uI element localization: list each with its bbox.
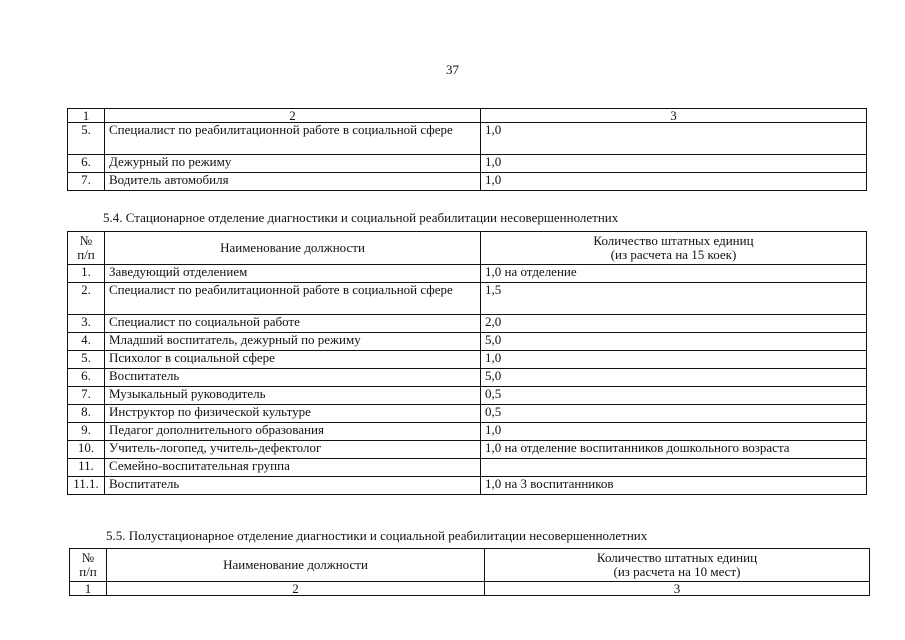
table-row xyxy=(68,423,867,441)
header-quantity xyxy=(485,549,870,582)
row-number: 6. xyxy=(68,369,105,387)
table-row xyxy=(68,459,867,477)
staff-quantity: 1,0 xyxy=(481,155,867,173)
page-number: 37 xyxy=(446,62,459,77)
position-name: Младший воспитатель, дежурный по режиму xyxy=(105,333,481,351)
staff-quantity: 0,5 xyxy=(481,387,867,405)
position-name: Водитель автомобиля xyxy=(105,173,481,191)
row-number: 8. xyxy=(68,405,105,423)
row-number: 3. xyxy=(68,315,105,333)
header-number xyxy=(68,232,105,265)
index-cell: 1 xyxy=(70,582,107,596)
staff-quantity: 2,0 xyxy=(481,315,867,333)
header-quantity-line1: Количество штатных единиц xyxy=(596,550,758,565)
index-cell: 2 xyxy=(107,582,485,596)
header-quantity-line1: Количество штатных единиц xyxy=(593,233,754,248)
row-number: 9. xyxy=(68,423,105,441)
position-name: Семейно-воспитательная группа xyxy=(105,459,481,477)
column-index-row xyxy=(70,582,870,596)
index-cell: 3 xyxy=(481,109,867,123)
position-name: Педагог дополнительного образования xyxy=(105,423,481,441)
position-name: Учитель-логопед, учитель-дефектолог xyxy=(105,441,481,459)
row-number: 11. xyxy=(68,459,105,477)
position-name: Дежурный по режиму xyxy=(105,155,481,173)
staff-quantity: 1,0 xyxy=(481,423,867,441)
position-name: Заведующий отделением xyxy=(105,265,481,283)
index-cell: 3 xyxy=(485,582,870,596)
row-number: 4. xyxy=(68,333,105,351)
row-number: 7. xyxy=(68,387,105,405)
header-number xyxy=(70,549,107,582)
section-title-5-4: 5.4. Стационарное отделение диагностики и социальной реабилитации несовершеннолетних xyxy=(103,210,619,225)
row-number: 5. xyxy=(68,351,105,369)
staff-quantity: 5,0 xyxy=(481,333,867,351)
table-row xyxy=(68,265,867,283)
table-row xyxy=(68,405,867,423)
position-name: Воспитатель xyxy=(105,477,481,495)
header-quantity xyxy=(481,232,867,265)
position-name: Музыкальный руководитель xyxy=(105,387,481,405)
row-number: 7. xyxy=(68,173,105,191)
staff-quantity xyxy=(481,459,867,477)
position-name: Специалист по реабилитационной работе в социальной сфере xyxy=(105,283,481,315)
table-row xyxy=(68,333,867,351)
table-row xyxy=(68,173,867,191)
staff-table-5-5 xyxy=(69,548,870,596)
staff-quantity: 1,0 на отделение xyxy=(481,265,867,283)
header-quantity-line2: (из расчета на 15 коек) xyxy=(610,247,737,262)
header-quantity-line2: (из расчета на 10 мест) xyxy=(613,564,741,579)
table-row xyxy=(68,123,867,155)
index-cell: 2 xyxy=(105,109,481,123)
position-name: Специалист по социальной работе xyxy=(105,315,481,333)
staff-quantity: 1,0 xyxy=(481,351,867,369)
row-number: 6. xyxy=(68,155,105,173)
table-row xyxy=(68,351,867,369)
continuation-table xyxy=(67,108,867,191)
header-number-line2: п/п xyxy=(79,564,97,579)
staff-quantity: 1,5 xyxy=(481,283,867,315)
table-row xyxy=(68,387,867,405)
row-number: 5. xyxy=(68,123,105,155)
row-number: 1. xyxy=(68,265,105,283)
header-number-line1: № xyxy=(79,233,93,248)
header-number-line2: п/п xyxy=(77,247,95,262)
staff-quantity: 1,0 на 3 воспитанников xyxy=(481,477,867,495)
row-number: 11.1. xyxy=(68,477,105,495)
header-position-name: Наименование должности xyxy=(105,232,481,265)
position-name: Психолог в социальной сфере xyxy=(105,351,481,369)
table-row xyxy=(68,477,867,495)
table-row xyxy=(68,315,867,333)
staff-quantity: 1,0 на отделение воспитанников дошкольного возраста xyxy=(481,441,867,459)
position-name: Специалист по реабилитационной работе в социальной сфере xyxy=(105,123,481,155)
staff-quantity: 1,0 xyxy=(481,123,867,155)
index-cell: 1 xyxy=(68,109,105,123)
column-index-row xyxy=(68,109,867,123)
table-row xyxy=(68,441,867,459)
table-row xyxy=(68,369,867,387)
position-name: Инструктор по физической культуре xyxy=(105,405,481,423)
table-row xyxy=(68,283,867,315)
section-title-5-5: 5.5. Полустационарное отделение диагностики и социальной реабилитации несовершеннолетних xyxy=(106,528,648,543)
table-row xyxy=(68,155,867,173)
row-number: 10. xyxy=(68,441,105,459)
row-number: 2. xyxy=(68,283,105,315)
staff-table-5-4 xyxy=(67,231,867,495)
staff-quantity: 5,0 xyxy=(481,369,867,387)
table-header xyxy=(70,549,870,582)
header-number-line1: № xyxy=(81,550,95,565)
table-header xyxy=(68,232,867,265)
position-name: Воспитатель xyxy=(105,369,481,387)
staff-quantity: 0,5 xyxy=(481,405,867,423)
header-position-name: Наименование должности xyxy=(107,549,485,582)
staff-quantity: 1,0 xyxy=(481,173,867,191)
